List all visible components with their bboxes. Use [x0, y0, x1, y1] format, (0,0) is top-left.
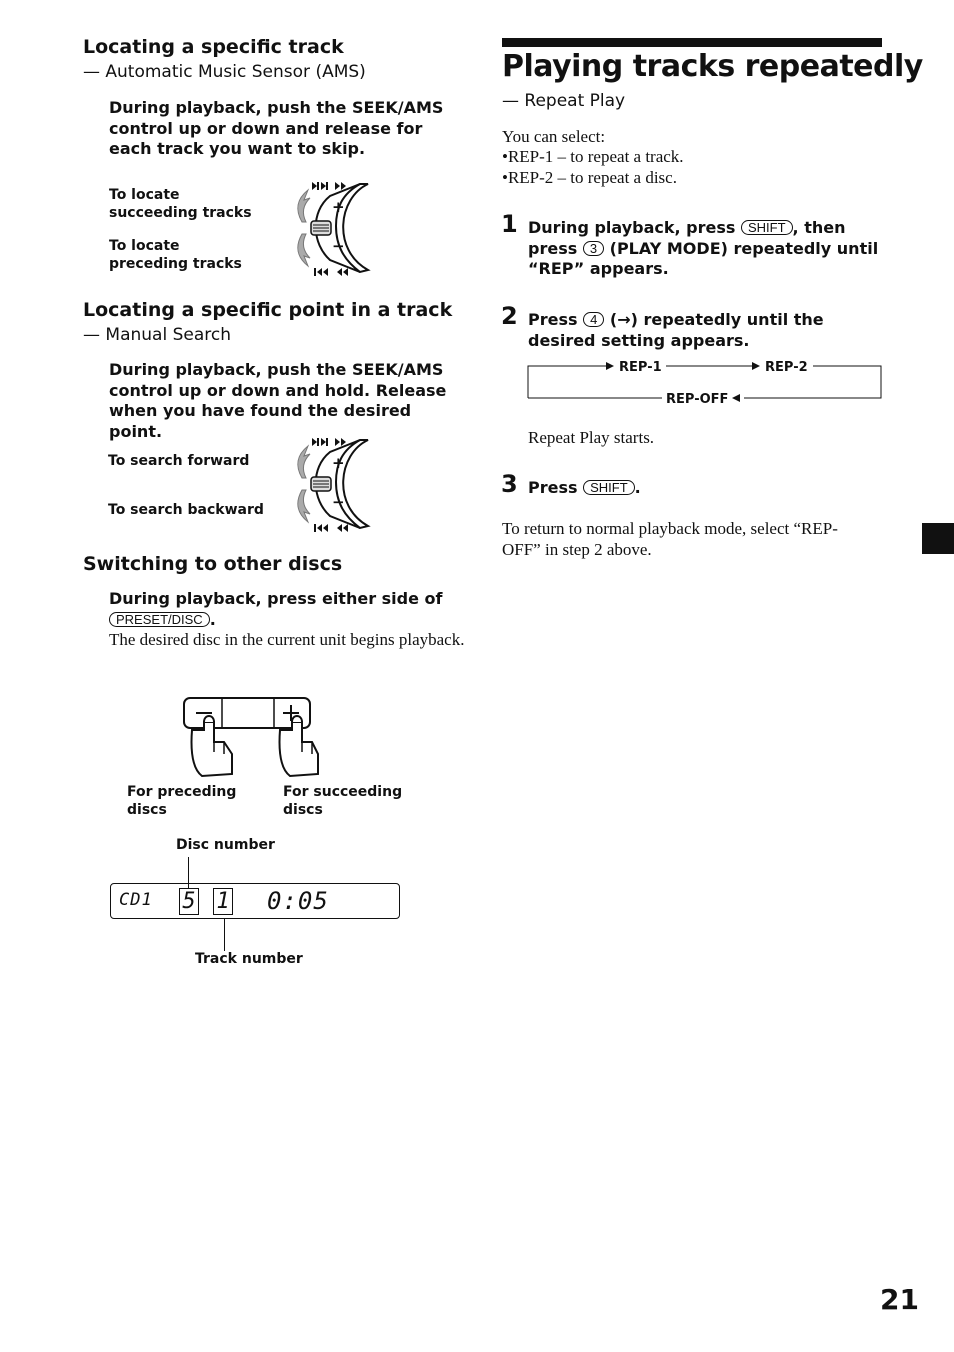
option-rep1: •REP-1 – to repeat a track. — [502, 147, 684, 166]
lcd-display — [110, 883, 400, 919]
title-rule — [502, 38, 882, 47]
option-rep1-text: REP-1 – to repeat a track. — [507, 147, 684, 166]
seek-ams-control-illustration-2 — [280, 434, 380, 534]
step-3-number: 3 — [501, 470, 518, 498]
option-rep2-text: REP-2 – to repeat a disc. — [507, 168, 677, 187]
key-4: 4 — [583, 312, 604, 327]
svg-text:−: − — [332, 237, 345, 255]
page-title: Playing tracks repeatedly — [502, 49, 923, 84]
track-number-leader-line — [224, 919, 225, 951]
preset-disc-button-illustration — [180, 694, 320, 782]
svg-text:−: − — [332, 493, 345, 511]
display-cd-indicator: CD1 — [119, 890, 153, 910]
step-1-number: 1 — [501, 210, 518, 238]
cycle-repoff: REP-OFF — [666, 392, 729, 407]
label-track-number: Track number — [195, 951, 303, 967]
discs-instruction — [109, 589, 469, 630]
step-2-result: Repeat Play starts. — [528, 428, 655, 447]
footer-note: To return to normal playback mode, select “REP-OFF” in step 2 above. — [502, 519, 838, 559]
ams-heading: Locating a specific track — [83, 36, 344, 58]
shift-key-2: SHIFT — [583, 480, 635, 495]
manual-label-backward: To search backward — [108, 502, 264, 518]
ams-instruction: During playback, push the SEEK/AMS control up or down and release for each track you want to skip. — [109, 98, 444, 158]
intro-text: You can select: — [502, 127, 606, 146]
option-rep2: •REP-2 – to repeat a disc. — [502, 168, 677, 187]
repeat-cycle-diagram — [526, 354, 886, 408]
page-number: 21 — [880, 1283, 919, 1316]
label-disc-number: Disc number — [176, 837, 275, 853]
key-3: 3 — [583, 241, 604, 256]
ams-label-down: To locate preceding tracks — [109, 238, 242, 272]
step-1-text: During playback, press SHIFT , then press 3 (PLAY MODE) repeatedly until “REP” appears. — [528, 218, 879, 278]
manual-instruction: During playback, push the SEEK/AMS control up or down and hold. Release when you have found the desired point. — [109, 360, 447, 441]
seek-ams-control-illustration — [280, 178, 380, 278]
preset-disc-key: PRESET/DISC — [109, 612, 210, 627]
discs-instruction-text: During playback, press either side of — [109, 589, 443, 608]
discs-body: The desired disc in the current unit begins playback. — [109, 630, 465, 649]
manual-heading: Locating a specific point in a track — [83, 299, 453, 321]
svg-text:+: + — [332, 198, 345, 216]
page-subtitle: — Repeat Play — [502, 91, 626, 111]
manual-subheading: — Manual Search — [83, 325, 231, 345]
ams-label-up: To locate succeeding tracks — [109, 187, 252, 221]
step-2-number: 2 — [501, 302, 518, 330]
ams-subheading: — Automatic Music Sensor (AMS) — [83, 62, 366, 82]
label-succeeding-discs: For succeeding discs — [283, 784, 403, 818]
display-disc-number: 5 — [179, 888, 199, 915]
discs-heading: Switching to other discs — [83, 553, 343, 575]
step-3-text: Press SHIFT . — [528, 478, 641, 497]
shift-key: SHIFT — [741, 220, 793, 235]
discs-instruction-end: . — [209, 609, 216, 629]
manual-label-forward: To search forward — [108, 453, 250, 469]
label-preceding-discs: For preceding discs — [127, 784, 237, 818]
step-2-text: Press 4 (→) repeatedly until the desired setting appears. — [528, 310, 824, 350]
display-track-number: 1 — [213, 888, 233, 915]
cycle-rep1: REP-1 — [619, 360, 662, 375]
display-time: 0:05 — [267, 887, 329, 915]
svg-text:+: + — [332, 454, 345, 472]
section-tab-marker — [922, 523, 954, 554]
cycle-rep2: REP-2 — [765, 360, 808, 375]
